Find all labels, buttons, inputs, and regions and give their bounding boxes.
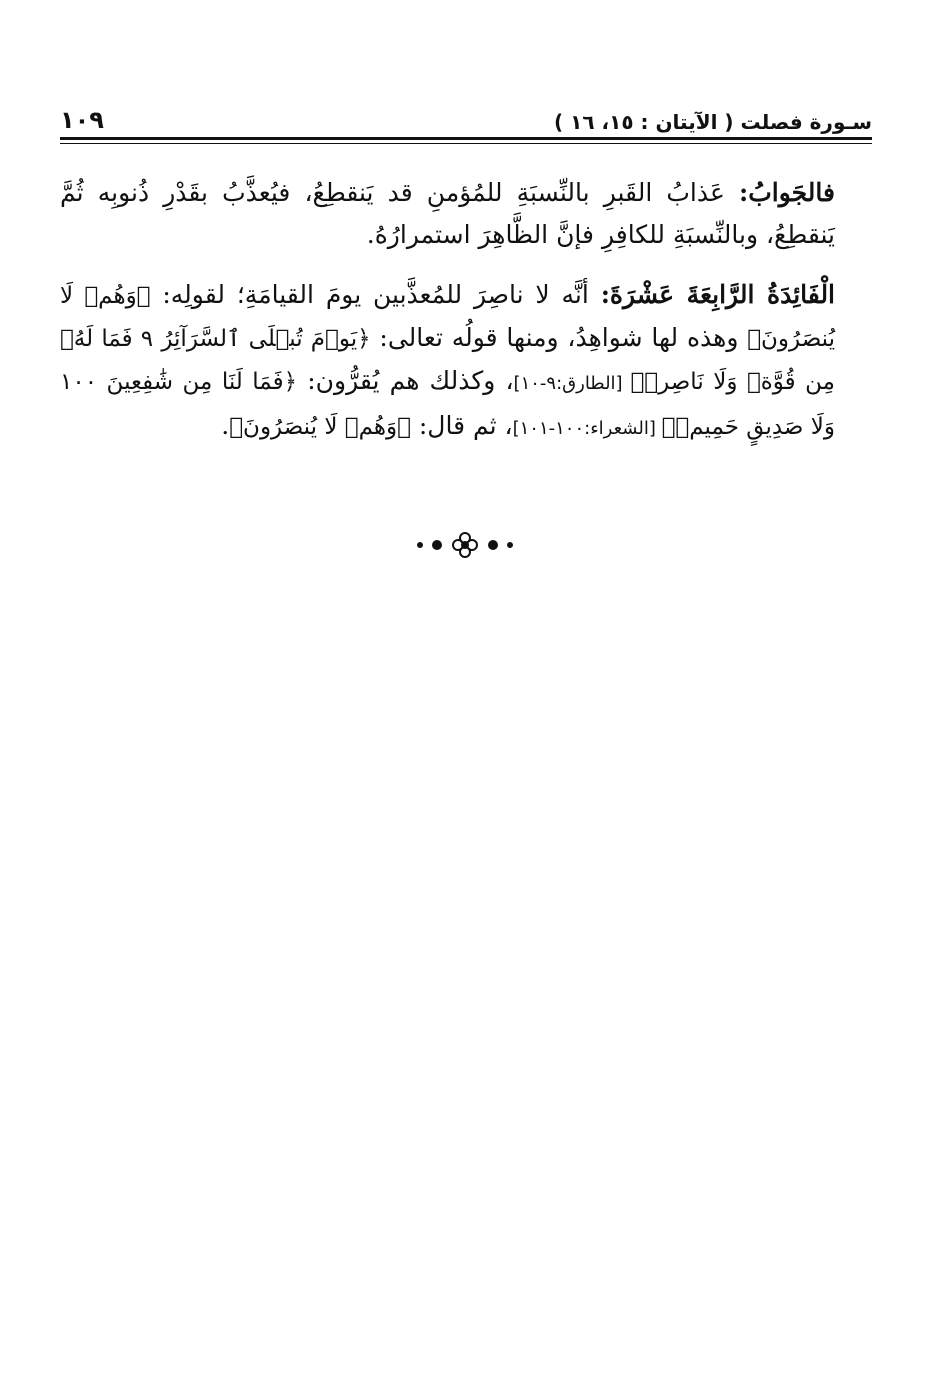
surah-header-title: سـورة فصلت ( الآيتان : ١٥، ١٦ ) bbox=[554, 110, 872, 134]
quran-quote-2: ﴿يَوۡمَ تُبۡلَى ٱلسَّرَآئِرُ ٩ فَمَا لَهُۥ مِن قُوَّةٖ وَلَا نَاصِرٖ﴾ bbox=[60, 326, 835, 395]
verse-reference-1: [الطارق:٩-١٠] bbox=[513, 373, 631, 394]
benefit-text-1: أنَّه لا ناصِرَ للمُعذَّبين يومَ القيامَةِ؛ لقولِه: bbox=[150, 280, 601, 309]
floral-ornament-icon bbox=[451, 531, 479, 559]
ornament-dot bbox=[507, 542, 513, 548]
benefit-text-4: ، ثم قال: bbox=[410, 411, 513, 440]
verse-reference-2: [الشعراء:١٠٠-١٠١] bbox=[512, 418, 662, 439]
benefit-text-5: . bbox=[221, 411, 230, 440]
benefit-heading: الْفَائِدَةُ الرَّابِعَةَ عَشْرَةَ: bbox=[600, 280, 836, 309]
quran-quote-3: ﴿فَمَا لَنَا مِن شَٰفِعِينَ ١٠٠ وَلَا صَدِيقٍ حَمِيمٖ﴾ bbox=[60, 369, 835, 440]
benefit-paragraph bbox=[60, 274, 835, 450]
quran-quote-4: ﴿وَهُمۡ لَا يُنصَرُونَ﴾ bbox=[229, 414, 411, 440]
section-end-ornament bbox=[0, 530, 930, 560]
answer-lead: فالجَوابُ: bbox=[739, 178, 835, 207]
answer-text: عَذابُ القَبرِ بالنِّسبَةِ للمُؤمنِ قد يَنقطِعُ، فيُعذَّبُ بقَدْرِ ذُنوبِه ثُمَّ يَنقطِعُ، وبالنِّسبَةِ للكافِرِ فإنَّ الظَّاهِرَ استمرارُهُ. bbox=[60, 178, 835, 249]
header-rule-thin bbox=[60, 143, 872, 144]
quran-quote-1: ﴿وَهُمۡ لَا يُنصَرُونَ﴾ bbox=[60, 283, 836, 352]
benefit-text-2: وهذه لها شواهِدُ، ومنها قولُه تعالى: bbox=[370, 323, 748, 352]
ornament-dot bbox=[432, 540, 442, 550]
page-number: ١٠٩ bbox=[60, 106, 104, 134]
page-body bbox=[60, 172, 835, 468]
benefit-text-3: ، وكذلك هم يُقرُّون: bbox=[297, 366, 514, 395]
page-header bbox=[60, 100, 872, 134]
ornament-dot bbox=[417, 542, 423, 548]
answer-paragraph bbox=[60, 172, 835, 256]
header-rule-thick bbox=[60, 137, 872, 140]
ornament-dot bbox=[488, 540, 498, 550]
